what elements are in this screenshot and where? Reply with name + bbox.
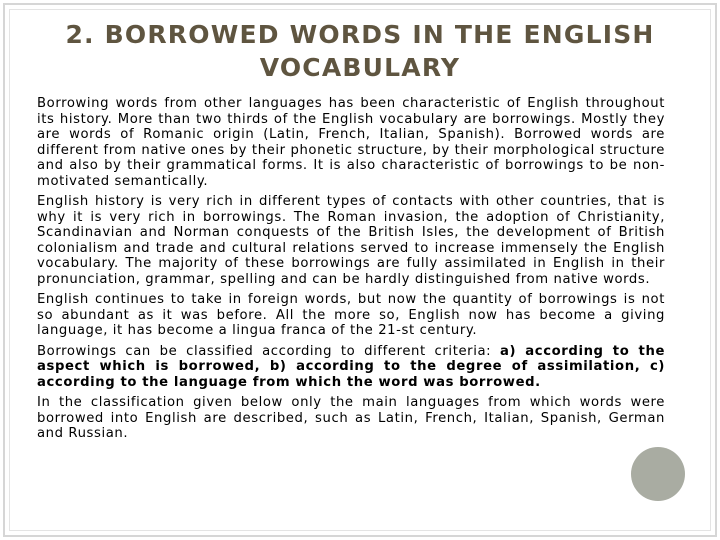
criteria-list-bold: a) according to the aspect which is borrowed, b) according to the degree of assimilation, c) according to the language from which the word was borrowed. bbox=[37, 343, 665, 390]
paragraph-english-continues: English continues to take in foreign words, but now the quantity of borrowings is not so abundant as it was before. All the more so, English now has become a giving language, it has become a lingua franca of the 21-st century. bbox=[37, 292, 665, 338]
paragraph-classification-criteria bbox=[37, 344, 665, 391]
slide-title: 2. BORROWED WORDS IN THE ENGLISH VOCABULARY bbox=[65, 20, 655, 82]
criteria-lead-text: Borrowings can be classified according to different criteria: bbox=[37, 343, 500, 359]
paragraph-english-history: English history is very rich in different types of contacts with other countries, that is why it is very rich in borrowings. The Roman invasion, the adoption of Christianity, Scandinavian and Norman conquests of the British Isles, the development of British colonialism and trade and cultural relations served to increase immensely the English vocabulary. The majority of these borrowings are fully assimilated in English in their pronunciation, grammar, spelling and can be hardly distinguished from native words. bbox=[37, 194, 665, 287]
paragraph-classification-languages: In the classification given below only the main languages from which words were borrowed into English are described, such as Latin, French, Italian, Spanish, German and Russian. bbox=[37, 395, 665, 441]
paragraph-borrowing-overview: Borrowing words from other languages has been characteristic of English throughout its history. More than two thirds of the English vocabulary are borrowings. Mostly they are words of Romanic origin (Latin, French, Italian, Spanish). Borrowed words are different from native ones by their phonetic structure, by their morphological structure and also by their grammatical forms. It is also characteristic of borrowings to be non-motivated semantically. bbox=[37, 96, 665, 189]
decorative-circle bbox=[631, 447, 685, 501]
slide-body bbox=[37, 96, 665, 447]
